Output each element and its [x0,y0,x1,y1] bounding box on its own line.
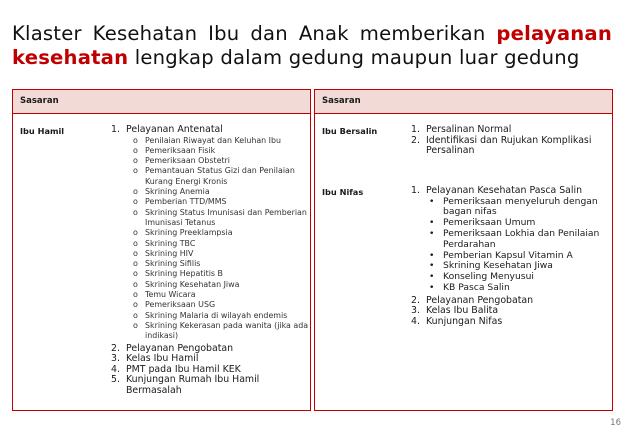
bullet-icon: • [429,217,435,229]
sub-list-item-text: Pemantauan Status Gizi dan Penilaian Kurang Energi Kronis [145,166,295,186]
bullet-icon: o [133,197,138,207]
list-number: 2. [411,294,420,306]
list-item [111,375,309,396]
sub-list-item-text: Pemberian TTD/MMS [145,197,227,207]
bullet-icon: o [133,310,138,320]
bullet-icon: • [429,260,435,272]
sub-list-item-text: Pemeriksaan Fisik [145,145,216,155]
bullet-icon: o [133,187,138,197]
table-header: Sasaran [13,90,310,114]
bullet-icon: o [133,269,138,279]
table-left [12,89,311,411]
bullet-icon: o [133,320,138,330]
sub-list-item-text: Pemeriksaan menyeluruh dengan bagan nifas [443,195,598,218]
bullet-icon: • [429,281,435,293]
sub-list-item [111,208,309,229]
sub-list-item [111,228,309,238]
list-item-text: Kunjungan Nifas [426,315,503,327]
list-item-text: Kelas Ibu Hamil [126,353,199,365]
sub-list-item [111,280,309,290]
sub-list-item-text: Pemeriksaan Obstetri [145,156,230,166]
sub-list-item-text: Skrining Anemia [145,187,210,197]
bullet-icon: o [133,166,138,176]
sub-list-item-text: Temu Wicara [145,290,196,300]
list-item-text: Identifikasi dan Rujukan Komplikasi Persalinan [426,134,592,157]
bullet-icon: o [133,279,138,289]
list-number: 3. [111,353,120,365]
list-item [411,317,611,328]
target-label-ibu-hamil: Ibu Hamil [20,126,65,136]
sub-list-item-text: Penilaian Riwayat dan Keluhan Ibu [145,135,282,145]
list-number: 2. [411,134,420,146]
list-item-text: PMT pada Ibu Hamil KEK [126,363,241,375]
sub-list-item-text: Skrining Kesehatan Jiwa [145,279,240,289]
list-item [411,136,611,157]
sub-list-item-text: Skrining Status Imunisasi dan Pemberian Imunisasi Tetanus [145,207,307,227]
bullet-icon: • [429,271,435,283]
sub-list-item [111,136,309,146]
sub-list-item [111,187,309,197]
sub-list-item [411,283,611,294]
sub-list-item [111,321,309,342]
list-item-text: Pelayanan Kesehatan Pasca Salin [426,185,583,196]
sub-list-item-text: Pemberian Kapsul Vitamin A [443,249,573,261]
sub-list-item [411,229,611,251]
sub-list-item-text: Skrining Hepatitis B [145,269,223,279]
sub-list-item [111,249,309,259]
service-list-ibu-nifas [411,186,611,328]
sub-list-item [111,166,309,187]
bullet-icon: o [133,156,138,166]
sub-list-item [111,290,309,300]
sub-list-item [111,259,309,269]
service-list-ibu-hamil [111,125,309,397]
sub-list-item-text: Konseling Menyusui [443,271,534,283]
target-label-ibu-nifas: Ibu Nifas [322,187,364,197]
list-number: 4. [411,315,420,327]
list-item-text: Pelayanan Antenatal [126,124,223,135]
list-number: 1. [411,185,420,196]
bullet-icon: o [133,228,138,238]
target-label-ibu-bersalin: Ibu Bersalin [322,126,378,136]
sub-list-item [111,269,309,279]
list-item-text: Kunjungan Rumah Ibu Hamil Bermasalah [126,374,260,396]
bullet-icon: o [133,238,138,248]
sub-list-item-text: Skrining HIV [145,248,194,258]
sub-list-item [111,300,309,310]
slide-title [12,22,612,70]
sub-list-item-text: Skrining TBC [145,238,196,248]
bullet-icon: o [133,290,138,300]
bullet-icon: o [133,300,138,310]
list-number: 3. [411,305,420,317]
list-item-text: Pelayanan Pengobatan [126,342,234,354]
bullet-icon: • [429,227,435,239]
list-item [111,125,309,136]
title-highlight: kesehatan [12,46,129,69]
title-text: lengkap dalam gedung maupun luar gedung [128,46,580,69]
sub-list-item [111,197,309,207]
table-header: Sasaran [315,90,612,114]
list-number: 5. [111,374,120,386]
title-text: Klaster Kesehatan Ibu dan Anak memberikan [12,22,497,45]
sub-list-item-text: Pemeriksaan Lokhia dan Penilaian Perdarahan [443,227,600,250]
sub-list-item [411,197,611,219]
bullet-icon: o [133,135,138,145]
table-right [314,89,613,411]
sub-list-item-text: Skrining Preeklampsia [145,228,233,238]
sub-list-item-text: Skrining Kekerasan pada wanita (jika ada indikasi) [145,320,309,341]
bullet-icon: o [133,259,138,269]
list-number: 2. [111,342,120,354]
bullet-icon: o [133,145,138,155]
bullet-icon: • [429,249,435,261]
list-number: 1. [111,124,120,135]
bullet-icon: o [133,207,138,217]
list-item-text: Kelas Ibu Balita [426,305,499,317]
sub-list-item-text: Skrining Kesehatan Jiwa [443,260,553,272]
sub-list-item-text: Skrining Malaria di wilayah endemis [145,310,288,320]
sub-list-item [111,146,309,156]
sub-list-item [111,239,309,249]
sub-list-item-text: Pemeriksaan Umum [443,217,536,229]
list-item-text: Pelayanan Pengobatan [426,294,534,306]
sub-list-item [111,311,309,321]
list-number: 1. [411,124,420,135]
bullet-icon: • [429,195,435,207]
list-item-text: Persalinan Normal [426,124,512,135]
sub-list-item [111,156,309,166]
sub-list-item [411,272,611,283]
sub-list-item-text: Skrining Sifilis [145,259,201,269]
service-list-ibu-bersalin [411,125,611,157]
title-highlight: pelayanan [496,22,612,45]
bullet-icon: o [133,248,138,258]
list-number: 4. [111,363,120,375]
sub-list-item-text: KB Pasca Salin [443,281,510,293]
page-number: 16 [610,418,621,428]
title-line-1 [12,22,612,46]
sub-list-item-text: Pemeriksaan USG [145,300,216,310]
